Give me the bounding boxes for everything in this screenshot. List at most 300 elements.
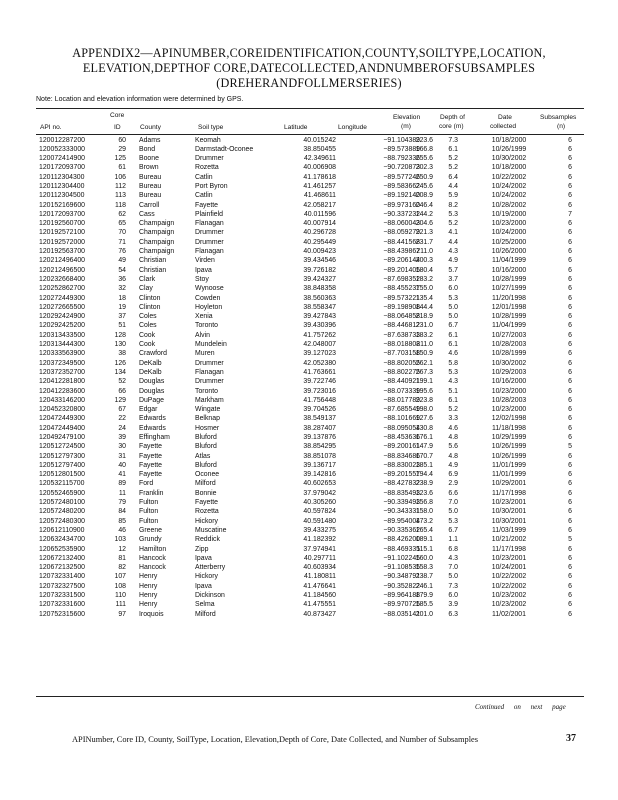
header-core-top: Core <box>110 112 125 119</box>
cell-date-collected: 12/01/1998 <box>491 303 527 311</box>
cell-soil-type: Drummer <box>195 359 224 367</box>
cell-subsamples: 6 <box>568 322 572 330</box>
cell-core-id: 130 <box>114 341 126 349</box>
table-row <box>36 349 584 358</box>
cell-api-no: 120313433500 <box>39 331 85 339</box>
cell-date-collected: 11/01/1999 <box>492 461 526 469</box>
cell-api-no: 120732331600 <box>39 601 85 609</box>
cell-date-collected: 10/26/2000 <box>491 248 527 256</box>
cell-depth: 2.9 <box>448 480 458 488</box>
cell-depth: 4.9 <box>448 461 458 469</box>
cell-date-collected: 11/04/1999 <box>492 322 526 330</box>
cell-depth: 6.1 <box>448 341 458 349</box>
cell-subsamples: 6 <box>568 582 572 590</box>
cell-subsamples: 6 <box>568 480 572 488</box>
cell-county: Adams <box>139 136 161 144</box>
cell-elevation: 147.9 <box>415 443 433 451</box>
cell-latitude: 39.142816 <box>303 471 336 479</box>
cell-date-collected: 11/18/1998 <box>492 424 526 432</box>
cell-core-id: 85 <box>118 517 126 525</box>
cell-subsamples: 6 <box>568 201 572 209</box>
cell-latitude: 37.974941 <box>303 545 336 553</box>
cell-longitude: −89.573221 <box>383 294 420 302</box>
cell-subsamples: 6 <box>568 564 572 572</box>
cell-core-id: 22 <box>118 415 126 423</box>
cell-core-id: 54 <box>118 266 126 274</box>
cell-core-id: 81 <box>118 554 126 562</box>
cell-elevation: 204.6 <box>415 220 433 228</box>
cell-subsamples: 6 <box>568 517 572 525</box>
cell-core-id: 89 <box>118 480 126 488</box>
cell-soil-type: Flanagan <box>195 248 224 256</box>
cell-depth: 5.0 <box>448 313 458 321</box>
cell-soil-type: Selma <box>195 601 215 609</box>
table-row <box>36 294 584 303</box>
cell-api-no: 120472449400 <box>39 424 85 432</box>
cell-soil-type: Plainfield <box>195 210 223 218</box>
cell-api-no: 120112304300 <box>39 173 85 181</box>
table-row <box>36 545 584 554</box>
cell-soil-type: Rozetta <box>195 508 219 516</box>
cell-latitude: 42.048007 <box>303 341 336 349</box>
table-row <box>36 387 584 396</box>
cell-core-id: 39 <box>118 434 126 441</box>
cell-api-no: 120512797300 <box>39 452 85 460</box>
cell-depth: 6.3 <box>448 610 458 618</box>
cell-date-collected: 11/02/2001 <box>492 610 526 618</box>
cell-subsamples: 6 <box>568 452 572 460</box>
cell-date-collected: 10/18/2000 <box>491 136 527 144</box>
cell-longitude: −88.455237 <box>383 285 420 293</box>
cell-latitude: 41.756448 <box>303 396 336 404</box>
cell-latitude: 42.052380 <box>303 359 336 367</box>
cell-elevation: 198.0 <box>415 406 433 414</box>
header-elevation-top: Elevation <box>393 114 421 121</box>
cell-subsamples: 6 <box>568 610 572 618</box>
cell-latitude: 40.597824 <box>303 508 336 516</box>
cell-county: Bond <box>139 145 156 153</box>
cell-date-collected: 10/22/2002 <box>491 573 527 581</box>
cell-subsamples: 6 <box>568 331 572 339</box>
cell-elevation: 238.9 <box>415 480 433 488</box>
cell-latitude: 39.433275 <box>303 526 336 534</box>
cell-county: Champaign <box>139 220 175 228</box>
appendix-title-line-2: ELEVATION,DEPTHOF CORE,DATECOLLECTED,ANDNUMBEROFSUBSAMPLES <box>82 61 536 75</box>
cell-county: Cass <box>139 210 155 218</box>
cell-latitude: 41.182392 <box>303 536 336 544</box>
cell-county: Effingham <box>139 434 170 441</box>
cell-date-collected: 10/28/2002 <box>491 201 527 209</box>
cell-api-no: 120372349500 <box>39 359 85 367</box>
cell-county: Henry <box>139 592 158 600</box>
cell-core-id: 118 <box>115 201 126 209</box>
cell-county: Coles <box>139 313 157 321</box>
cell-latitude: 38.560363 <box>303 294 336 302</box>
cell-elevation: 231.7 <box>415 238 433 246</box>
cell-latitude: 40.873427 <box>303 610 336 618</box>
cell-county: Edwards <box>139 415 166 423</box>
header-date-top: Date <box>498 114 512 121</box>
cell-longitude: −91.102245 <box>383 554 420 562</box>
cell-elevation: 189.1 <box>415 536 433 544</box>
cell-date-collected: 10/28/2003 <box>491 341 527 349</box>
cell-soil-type: Bluford <box>195 434 217 441</box>
cell-latitude: 41.757262 <box>303 331 336 339</box>
cell-latitude: 40.006908 <box>303 164 336 172</box>
cell-elevation: 246.4 <box>415 201 433 209</box>
table-bottom-rule <box>36 696 584 697</box>
cell-elevation: 218.9 <box>415 313 433 321</box>
cell-api-no: 120292425200 <box>39 322 85 330</box>
cell-core-id: 31 <box>118 452 126 460</box>
header-core-bottom: ID <box>114 124 121 131</box>
cell-soil-type: Fayette <box>195 201 218 209</box>
cell-api-no: 120532115700 <box>39 480 85 488</box>
cell-county: Bureau <box>139 182 162 190</box>
cell-longitude: −87.638733 <box>383 331 420 339</box>
cell-soil-type: Belknap <box>195 415 220 423</box>
cell-date-collected: 10/24/2000 <box>491 229 527 237</box>
table-row <box>36 247 584 256</box>
cell-longitude: −88.059279 <box>383 229 420 237</box>
cell-api-no: 120272665500 <box>39 303 85 311</box>
cell-elevation: 208.9 <box>415 192 433 200</box>
cell-api-no: 120052333000 <box>39 145 85 153</box>
cell-county: Edwards <box>139 424 166 432</box>
cell-county: Hancock <box>139 554 166 562</box>
table-row <box>36 284 584 293</box>
cell-elevation: 115.1 <box>416 545 433 553</box>
cell-soil-type: Milford <box>195 480 216 488</box>
cell-county: Champaign <box>139 248 175 256</box>
page-number: 37 <box>566 733 576 744</box>
cell-api-no: 120512724500 <box>39 443 85 451</box>
cell-soil-type: Hosmer <box>195 424 220 432</box>
cell-latitude: 42.058217 <box>303 201 336 209</box>
cell-latitude: 41.178618 <box>303 173 336 181</box>
cell-soil-type: Drummer <box>195 238 224 246</box>
cell-soil-type: Wynoose <box>195 285 224 293</box>
cell-soil-type: Mundelein <box>195 341 227 349</box>
cell-elevation: 185.5 <box>415 601 433 609</box>
cell-core-id: 125 <box>114 155 126 163</box>
cell-elevation: 160.0 <box>415 554 433 562</box>
cell-elevation: 221.3 <box>415 229 433 237</box>
cell-longitude: −89.954004 <box>383 517 420 525</box>
cell-subsamples: 6 <box>568 499 572 507</box>
cell-subsamples: 6 <box>568 526 572 534</box>
cell-api-no: 120192560700 <box>39 220 85 228</box>
cell-longitude: −88.834686 <box>383 452 420 460</box>
cell-date-collected: 12/02/1998 <box>491 415 527 423</box>
cell-soil-type: Virden <box>195 257 215 265</box>
cell-county: Clinton <box>139 303 161 311</box>
header-county: County <box>140 124 161 131</box>
cell-api-no: 120572480200 <box>39 508 85 516</box>
cell-core-id: 18 <box>118 294 126 302</box>
cell-county: Douglas <box>139 387 165 395</box>
cell-longitude: −89.200161 <box>383 443 420 451</box>
table-row <box>36 368 584 377</box>
cell-core-id: 46 <box>118 526 126 534</box>
cell-longitude: −90.335362 <box>383 526 420 534</box>
cell-elevation: 180.4 <box>415 266 433 274</box>
cell-subsamples: 6 <box>568 601 572 609</box>
cell-subsamples: 6 <box>568 508 572 516</box>
cell-date-collected: 10/21/2002 <box>491 536 527 544</box>
cell-latitude: 39.136717 <box>303 461 336 469</box>
cell-api-no: 120333563900 <box>39 350 85 358</box>
cell-longitude: −89.583662 <box>383 182 420 190</box>
table-row <box>36 219 584 228</box>
table-row <box>36 554 584 563</box>
cell-date-collected: 10/29/2001 <box>491 480 527 488</box>
cell-elevation: 238.7 <box>415 573 433 581</box>
cell-county: Christian <box>139 266 167 274</box>
cell-latitude: 40.011596 <box>303 210 336 218</box>
table-row <box>36 377 584 386</box>
cell-county: Christian <box>139 257 167 265</box>
cell-county: Greene <box>139 526 162 534</box>
cell-soil-type: Toronto <box>195 387 218 395</box>
cell-core-id: 103 <box>114 536 126 544</box>
cell-date-collected: 10/28/2003 <box>491 396 527 404</box>
cell-latitude: 41.476641 <box>303 582 336 590</box>
cell-county: Brown <box>139 164 159 172</box>
header-api-no: API no. <box>40 124 62 131</box>
table-row <box>36 145 584 154</box>
cell-subsamples: 6 <box>568 192 572 200</box>
cell-longitude: −87.703158 <box>383 350 420 358</box>
cell-elevation: 211.0 <box>416 341 433 349</box>
cell-core-id: 71 <box>118 238 126 246</box>
cell-core-id: 52 <box>118 378 126 386</box>
cell-longitude: −88.802275 <box>383 368 420 376</box>
cell-soil-type: Bluford <box>195 443 217 451</box>
table-row <box>36 479 584 488</box>
cell-latitude: 39.127023 <box>303 350 336 358</box>
cell-date-collected: 11/17/1998 <box>492 489 526 497</box>
cell-depth: 5.1 <box>448 387 458 395</box>
table-row <box>36 498 584 507</box>
cell-date-collected: 11/03/1999 <box>492 526 526 534</box>
cell-soil-type: Reddick <box>195 536 220 544</box>
cell-date-collected: 10/23/2001 <box>491 554 527 562</box>
cell-core-id: 113 <box>115 192 126 200</box>
cell-date-collected: 10/22/2002 <box>491 582 527 590</box>
data-table-body <box>36 136 584 619</box>
cell-core-id: 19 <box>118 303 126 311</box>
cell-core-id: 112 <box>115 182 126 190</box>
cell-county: Carroll <box>139 201 160 209</box>
cell-county: Fayette <box>139 461 162 469</box>
cell-date-collected: 10/30/2001 <box>491 517 527 525</box>
cell-core-id: 41 <box>118 471 126 479</box>
cell-depth: 6.7 <box>448 322 458 330</box>
cell-longitude: −91.104389 <box>383 136 420 144</box>
cell-core-id: 37 <box>118 313 126 321</box>
cell-longitude: −89.964188 <box>383 592 420 600</box>
cell-core-id: 107 <box>114 573 126 581</box>
cell-soil-type: Drummer <box>195 378 224 386</box>
cell-soil-type: Alvin <box>195 331 210 339</box>
cell-elevation: 123.6 <box>415 489 433 497</box>
cell-latitude: 40.603934 <box>303 564 336 572</box>
cell-depth: 5.3 <box>448 210 458 218</box>
cell-elevation: 245.6 <box>415 182 433 190</box>
cell-latitude: 38.287407 <box>303 424 336 432</box>
cell-api-no: 120172093700 <box>39 210 85 218</box>
cell-elevation: 155.0 <box>415 285 433 293</box>
cell-soil-type: Hickory <box>195 573 218 581</box>
cell-latitude: 38.854295 <box>303 443 336 451</box>
cell-date-collected: 10/23/2002 <box>491 601 527 609</box>
cell-elevation: 267.3 <box>415 368 433 376</box>
cell-core-id: 24 <box>118 424 126 432</box>
cell-county: Cook <box>139 331 156 339</box>
cell-date-collected: 10/16/2000 <box>491 378 527 386</box>
cell-depth: 7.0 <box>448 564 458 572</box>
cell-date-collected: 10/26/1999 <box>491 443 527 451</box>
running-footer: APINumber, Core ID, County, SoilType, Location, Elevation,Depth of Core, Date Collected, and Number of Subsamples <box>72 735 479 744</box>
cell-api-no: 120112304500 <box>39 192 85 200</box>
table-row <box>36 201 584 210</box>
cell-api-no: 120252862700 <box>39 285 85 293</box>
cell-subsamples: 6 <box>568 248 572 256</box>
cell-elevation: 173.2 <box>415 517 433 525</box>
cell-elevation: 127.6 <box>415 415 433 423</box>
cell-core-id: 51 <box>118 322 126 330</box>
cell-county: Fulton <box>139 499 159 507</box>
table-row <box>36 275 584 284</box>
table-row <box>36 154 584 163</box>
cell-longitude: −88.426200 <box>383 536 420 544</box>
cell-elevation: 144.2 <box>415 210 433 218</box>
cell-depth: 5.2 <box>448 164 458 172</box>
cell-county: DeKalb <box>139 359 162 367</box>
header-subsamples-bottom: (n) <box>557 123 566 130</box>
cell-api-no: 120172093700 <box>39 164 85 172</box>
cell-api-no: 120512801500 <box>39 471 85 479</box>
cell-county: Champaign <box>139 238 175 246</box>
cell-depth: 3.3 <box>448 415 458 423</box>
cell-api-no: 120412283600 <box>39 387 85 395</box>
cell-latitude: 41.763661 <box>303 368 336 376</box>
cell-date-collected: 10/28/1999 <box>491 275 527 283</box>
cell-latitude: 39.434546 <box>303 257 336 265</box>
cell-latitude: 40.296728 <box>303 229 336 237</box>
cell-date-collected: 10/22/2002 <box>491 173 527 181</box>
table-row <box>36 136 584 145</box>
cell-core-id: 49 <box>118 257 126 265</box>
cell-date-collected: 10/24/2002 <box>491 182 527 190</box>
cell-core-id: 79 <box>118 499 126 507</box>
cell-soil-type: Atterberry <box>195 564 226 572</box>
cell-subsamples: 6 <box>568 220 572 228</box>
cell-elevation: 150.9 <box>415 350 433 358</box>
cell-depth: 6.4 <box>448 173 458 181</box>
table-row <box>36 535 584 544</box>
header-soil-type: Soil type <box>198 124 224 131</box>
cell-county: Fulton <box>139 508 159 516</box>
cell-core-id: 111 <box>115 601 126 609</box>
cell-api-no: 120672132500 <box>39 564 85 572</box>
cell-county: Crawford <box>139 350 167 358</box>
cell-core-id: 126 <box>114 359 126 367</box>
cell-api-no: 120412281800 <box>39 378 85 386</box>
cell-latitude: 41.468611 <box>303 192 336 200</box>
cell-depth: 5.2 <box>448 220 458 228</box>
cell-depth: 8.2 <box>448 201 458 209</box>
cell-date-collected: 10/28/1999 <box>491 313 527 321</box>
cell-soil-type: Flanagan <box>195 368 224 376</box>
cell-subsamples: 6 <box>568 573 572 581</box>
cell-core-id: 65 <box>118 220 126 228</box>
cell-soil-type: Darmstadt-Oconee <box>195 145 254 153</box>
cell-subsamples: 6 <box>568 275 572 283</box>
table-row <box>36 442 584 451</box>
cell-latitude: 40.295449 <box>303 238 336 246</box>
cell-depth: 3.7 <box>448 275 458 283</box>
cell-depth: 3.9 <box>448 601 458 609</box>
cell-core-id: 106 <box>114 173 126 181</box>
cell-county: Franklin <box>139 489 164 497</box>
table-row <box>36 470 584 479</box>
cell-date-collected: 10/23/2001 <box>491 499 527 507</box>
cell-longitude: −88.792336 <box>383 155 420 163</box>
cell-subsamples: 6 <box>568 155 572 163</box>
cell-api-no: 120612110900 <box>39 526 85 534</box>
table-row <box>36 182 584 191</box>
cell-soil-type: Wingate <box>195 406 221 414</box>
cell-core-id: 84 <box>118 508 126 516</box>
cell-api-no: 120192563700 <box>39 248 85 256</box>
cell-subsamples: 6 <box>568 341 572 349</box>
cell-core-id: 67 <box>118 406 126 414</box>
cell-longitude: −88.830023 <box>383 461 420 469</box>
cell-elevation: 183.2 <box>415 275 433 283</box>
cell-date-collected: 10/30/2002 <box>491 359 527 367</box>
cell-api-no: 120012287200 <box>39 136 85 144</box>
cell-soil-type: Ipava <box>195 554 212 562</box>
cell-date-collected: 10/18/2000 <box>491 164 527 172</box>
table-row <box>36 405 584 414</box>
cell-latitude: 39.424327 <box>303 275 336 283</box>
cell-depth: 4.6 <box>448 350 458 358</box>
cell-depth: 5.7 <box>448 266 458 274</box>
cell-soil-type: Oconee <box>195 471 220 479</box>
cell-depth: 5.3 <box>448 517 458 525</box>
cell-api-no: 120652535900 <box>39 545 85 553</box>
cell-elevation: 185.1 <box>415 461 433 469</box>
cell-depth: 5.0 <box>448 573 458 581</box>
cell-subsamples: 6 <box>568 294 572 302</box>
cell-depth: 5.3 <box>448 368 458 376</box>
cell-depth: 4.1 <box>448 229 458 237</box>
cell-longitude: −89.577246 <box>383 173 420 181</box>
cell-api-no: 120492479100 <box>39 434 85 441</box>
cell-longitude: −88.095054 <box>383 424 420 432</box>
cell-api-no: 120192572000 <box>39 238 85 246</box>
cell-depth: 6.7 <box>448 526 458 534</box>
cell-api-no: 120272449300 <box>39 294 85 302</box>
cell-api-no: 120212496400 <box>39 257 85 265</box>
cell-longitude: −90.352822 <box>383 582 420 590</box>
table-row <box>36 610 584 619</box>
cell-latitude: 39.430396 <box>303 322 336 330</box>
cell-subsamples: 6 <box>568 592 572 600</box>
cell-subsamples: 5 <box>568 536 572 544</box>
